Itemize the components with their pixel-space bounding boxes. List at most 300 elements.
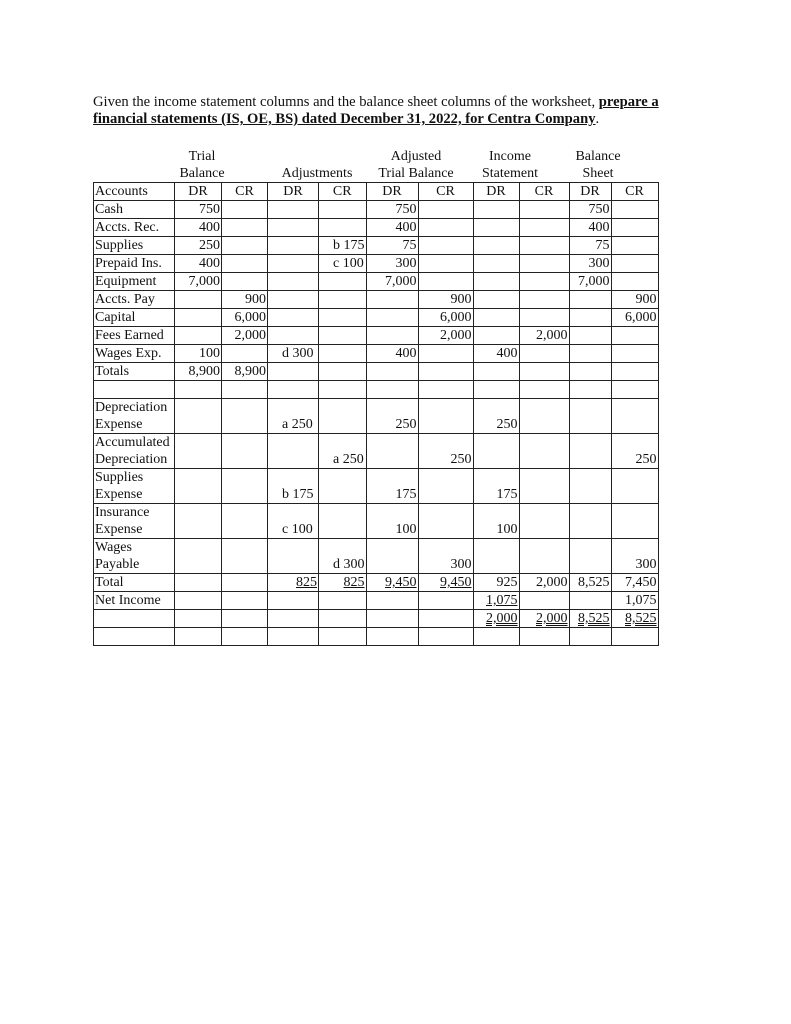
account-name [94, 610, 175, 628]
amount-cell [268, 273, 319, 291]
amount-cell [222, 237, 268, 255]
amount-cell [418, 219, 473, 237]
amount-value: d 300 [282, 346, 314, 361]
amount-cell [519, 539, 569, 574]
amount-cell [418, 237, 473, 255]
amount-cell [366, 628, 418, 646]
account-name [94, 363, 175, 381]
amount-cell [418, 539, 473, 574]
amount-cell [611, 592, 658, 610]
amount-value: 2,000 [536, 611, 568, 626]
account-label: Total [95, 575, 124, 590]
col-adj-cr: CR [319, 183, 367, 201]
amount-cell [473, 363, 519, 381]
amount-cell [418, 434, 473, 469]
amount-cell [611, 574, 658, 592]
account-name [94, 628, 175, 646]
amount-cell [611, 273, 658, 291]
amount-value: 7,000 [385, 274, 417, 289]
amount-cell [175, 469, 222, 504]
amount-value: 300 [635, 557, 657, 572]
amount-cell [268, 434, 319, 469]
amount-cell [268, 592, 319, 610]
header-income-statement: Income Statement [482, 149, 538, 181]
amount-cell [519, 381, 569, 399]
amount-cell [611, 291, 658, 309]
amount-value: 100 [496, 522, 518, 537]
account-name [94, 592, 175, 610]
amount-cell [611, 219, 658, 237]
amount-cell [473, 309, 519, 327]
amount-cell [473, 327, 519, 345]
amount-value: 300 [450, 557, 472, 572]
amount-cell [366, 469, 418, 504]
amount-cell [611, 504, 658, 539]
table-row [94, 399, 659, 434]
amount-value: b 175 [333, 238, 365, 253]
table-row [94, 381, 659, 399]
amount-cell [418, 381, 473, 399]
amount-cell [268, 628, 319, 646]
amount-value: 175 [496, 487, 518, 502]
amount-cell [611, 255, 658, 273]
amount-cell [611, 381, 658, 399]
amount-cell [319, 434, 367, 469]
col-is-cr: CR [519, 183, 569, 201]
amount-cell [268, 363, 319, 381]
amount-value: c 100 [333, 256, 364, 271]
amount-value: 9,450 [440, 575, 472, 590]
account-name [94, 237, 175, 255]
amount-cell [222, 469, 268, 504]
amount-cell [175, 201, 222, 219]
amount-cell [611, 237, 658, 255]
amount-cell [473, 237, 519, 255]
amount-cell [418, 363, 473, 381]
amount-cell [366, 309, 418, 327]
amount-value: 900 [245, 292, 266, 307]
amount-cell [268, 469, 319, 504]
table-row [94, 219, 659, 237]
amount-cell [366, 539, 418, 574]
amount-cell [519, 219, 569, 237]
amount-value: 7,450 [625, 575, 657, 590]
amount-cell [222, 592, 268, 610]
amount-cell [222, 201, 268, 219]
amount-value: 8,525 [578, 575, 610, 590]
amount-cell [519, 363, 569, 381]
amount-value: 2,000 [440, 328, 472, 343]
amount-cell [175, 628, 222, 646]
header-adjusted-trial-balance: Adjusted Trial Balance [378, 149, 454, 181]
amount-cell [569, 237, 611, 255]
amount-value: 75 [595, 238, 610, 253]
amount-value: 8,525 [625, 611, 657, 626]
table-row [94, 592, 659, 610]
table-row [94, 255, 659, 273]
amount-cell [366, 219, 418, 237]
account-label: Accts. Rec. [95, 220, 160, 235]
amount-value: 250 [395, 417, 417, 432]
amount-cell [418, 574, 473, 592]
amount-value: 1,075 [486, 593, 518, 608]
amount-cell [268, 219, 319, 237]
amount-cell [611, 201, 658, 219]
amount-cell [222, 381, 268, 399]
amount-value: 2,000 [536, 575, 568, 590]
account-label: Accts. Pay [95, 292, 155, 307]
amount-cell [222, 628, 268, 646]
instructions-text: Given the income statement columns and the balance sheet columns of the worksheet, [93, 94, 599, 110]
col-accounts: Accounts [94, 183, 175, 201]
table-row [94, 628, 659, 646]
amount-cell [222, 363, 268, 381]
account-label: Equipment [95, 274, 157, 289]
table-row [94, 434, 659, 469]
amount-value: 75 [402, 238, 417, 253]
account-label: Accumulated Depreciation [95, 435, 170, 467]
amount-value: b 175 [282, 487, 314, 502]
amount-cell [175, 574, 222, 592]
amount-cell [268, 504, 319, 539]
amount-cell [175, 309, 222, 327]
amount-cell [319, 574, 367, 592]
account-name [94, 434, 175, 469]
amount-cell [366, 345, 418, 363]
amount-cell [366, 574, 418, 592]
amount-cell [175, 399, 222, 434]
amount-cell [418, 291, 473, 309]
amount-cell [569, 345, 611, 363]
amount-cell [366, 291, 418, 309]
amount-value: 825 [343, 575, 365, 590]
amount-cell [175, 345, 222, 363]
amount-cell [319, 610, 367, 628]
amount-cell [366, 363, 418, 381]
amount-cell [418, 469, 473, 504]
amount-cell [319, 539, 367, 574]
table-row [94, 237, 659, 255]
amount-cell [569, 434, 611, 469]
amount-cell [569, 363, 611, 381]
amount-cell [611, 363, 658, 381]
amount-cell [473, 381, 519, 399]
amount-value: d 300 [333, 557, 365, 572]
account-label: Net Income [95, 593, 161, 608]
amount-cell [222, 574, 268, 592]
amount-cell [222, 539, 268, 574]
amount-value: 6,000 [440, 310, 472, 325]
amount-cell [319, 504, 367, 539]
account-label: Supplies [95, 238, 144, 253]
amount-cell [473, 273, 519, 291]
amount-cell [569, 469, 611, 504]
amount-cell [268, 539, 319, 574]
amount-cell [366, 327, 418, 345]
table-row [94, 504, 659, 539]
amount-cell [175, 327, 222, 345]
amount-cell [569, 504, 611, 539]
amount-cell [473, 291, 519, 309]
amount-value: 400 [395, 346, 417, 361]
amount-cell [519, 273, 569, 291]
amount-cell [569, 592, 611, 610]
amount-cell [611, 309, 658, 327]
header-trial: Trial Balance [179, 149, 225, 181]
amount-cell [473, 434, 519, 469]
account-label: Insurance Expense [95, 505, 150, 537]
amount-cell [175, 434, 222, 469]
amount-value: a 250 [282, 417, 313, 432]
amount-cell [569, 574, 611, 592]
amount-cell [175, 539, 222, 574]
amount-cell [569, 255, 611, 273]
amount-cell [175, 610, 222, 628]
amount-cell [473, 255, 519, 273]
amount-cell [319, 255, 367, 273]
amount-cell [473, 574, 519, 592]
amount-value: 1,075 [625, 593, 657, 608]
amount-cell [319, 469, 367, 504]
amount-value: 400 [199, 256, 220, 271]
header-balance-sheet: Balance Sheet [575, 149, 621, 181]
amount-cell [175, 381, 222, 399]
amount-cell [175, 255, 222, 273]
amount-cell [473, 469, 519, 504]
amount-cell [611, 399, 658, 434]
amount-cell [268, 574, 319, 592]
account-name [94, 345, 175, 363]
amount-cell [611, 628, 658, 646]
amount-cell [319, 291, 367, 309]
amount-cell [319, 381, 367, 399]
amount-cell [366, 381, 418, 399]
instructions-end: . [595, 111, 600, 127]
col-adj-dr: DR [268, 183, 319, 201]
amount-cell [611, 539, 658, 574]
amount-value: 400 [199, 220, 220, 235]
amount-cell [418, 309, 473, 327]
amount-cell [473, 201, 519, 219]
amount-cell [175, 219, 222, 237]
account-name [94, 219, 175, 237]
table-row [94, 327, 659, 345]
instructions-emphasis: prepare a financial statements (IS, OE, BS) dated December 31, 2022, for Centra Company [93, 94, 659, 127]
amount-value: 250 [199, 238, 220, 253]
amount-cell [519, 574, 569, 592]
amount-cell [175, 291, 222, 309]
amount-cell [319, 592, 367, 610]
account-label: Wages Payable [95, 540, 140, 572]
amount-cell [569, 201, 611, 219]
amount-value: 400 [395, 220, 417, 235]
amount-cell [222, 610, 268, 628]
amount-cell [366, 255, 418, 273]
amount-cell [473, 345, 519, 363]
amount-value: 250 [496, 417, 518, 432]
amount-cell [222, 219, 268, 237]
amount-cell [418, 628, 473, 646]
amount-cell [268, 345, 319, 363]
amount-cell [222, 309, 268, 327]
amount-cell [473, 610, 519, 628]
amount-cell [611, 434, 658, 469]
amount-value: 175 [395, 487, 417, 502]
amount-cell [473, 628, 519, 646]
amount-cell [366, 399, 418, 434]
amount-value: 2,000 [486, 611, 518, 626]
amount-cell [319, 201, 367, 219]
col-is-dr: DR [473, 183, 519, 201]
amount-cell [418, 201, 473, 219]
account-label: Depreciation Expense [95, 400, 168, 432]
amount-cell [222, 345, 268, 363]
account-label: Wages Exp. [95, 346, 162, 361]
amount-cell [222, 399, 268, 434]
amount-cell [519, 434, 569, 469]
account-name [94, 309, 175, 327]
amount-cell [222, 434, 268, 469]
amount-cell [519, 237, 569, 255]
table-row [94, 273, 659, 291]
amount-cell [175, 273, 222, 291]
amount-cell [519, 504, 569, 539]
header-adjustments: Adjustments [281, 166, 353, 181]
amount-cell [366, 273, 418, 291]
amount-cell [175, 592, 222, 610]
amount-cell [569, 610, 611, 628]
amount-cell [418, 255, 473, 273]
amount-cell [473, 539, 519, 574]
col-tb-cr: CR [222, 183, 268, 201]
amount-value: 8,900 [188, 364, 220, 379]
amount-cell [473, 399, 519, 434]
amount-cell [222, 255, 268, 273]
table-row [94, 574, 659, 592]
table-row [94, 363, 659, 381]
amount-value: 2,000 [536, 328, 568, 343]
amount-cell [473, 592, 519, 610]
amount-value: 9,450 [385, 575, 417, 590]
col-bs-dr: DR [569, 183, 611, 201]
account-name [94, 399, 175, 434]
amount-cell [473, 219, 519, 237]
amount-cell [611, 345, 658, 363]
amount-value: 750 [588, 202, 610, 217]
account-name [94, 539, 175, 574]
amount-cell [268, 610, 319, 628]
amount-cell [569, 381, 611, 399]
amount-value: c 100 [282, 522, 313, 537]
amount-value: a 250 [333, 452, 364, 467]
amount-value: 6,000 [625, 310, 657, 325]
amount-cell [519, 309, 569, 327]
amount-value: 6,000 [234, 310, 266, 325]
amount-value: 825 [296, 575, 317, 590]
amount-value: 100 [395, 522, 417, 537]
account-name [94, 381, 175, 399]
account-label: Supplies Expense [95, 470, 144, 502]
account-name [94, 504, 175, 539]
table-row [94, 345, 659, 363]
account-name [94, 255, 175, 273]
col-tb-dr: DR [175, 183, 222, 201]
amount-cell [519, 201, 569, 219]
amount-cell [268, 309, 319, 327]
amount-cell [366, 201, 418, 219]
table-row [94, 469, 659, 504]
amount-value: 2,000 [234, 328, 266, 343]
col-atb-dr: DR [366, 183, 418, 201]
amount-value: 400 [588, 220, 610, 235]
amount-cell [473, 504, 519, 539]
amount-cell [519, 469, 569, 504]
account-label: Cash [95, 202, 123, 217]
account-label: Capital [95, 310, 136, 325]
amount-cell [569, 628, 611, 646]
amount-value: 7,000 [578, 274, 610, 289]
amount-cell [319, 237, 367, 255]
account-label: Prepaid Ins. [95, 256, 162, 271]
amount-cell [268, 237, 319, 255]
account-name [94, 273, 175, 291]
amount-cell [418, 345, 473, 363]
amount-cell [319, 363, 367, 381]
amount-cell [175, 504, 222, 539]
account-name [94, 574, 175, 592]
account-name [94, 327, 175, 345]
amount-cell [268, 201, 319, 219]
table-row [94, 309, 659, 327]
amount-value: 300 [588, 256, 610, 271]
amount-value: 7,000 [188, 274, 220, 289]
amount-cell [519, 628, 569, 646]
amount-cell [319, 628, 367, 646]
amount-cell [319, 219, 367, 237]
amount-cell [222, 273, 268, 291]
amount-cell [319, 273, 367, 291]
amount-value: 750 [395, 202, 417, 217]
amount-cell [366, 434, 418, 469]
column-header-row [94, 183, 659, 201]
account-name [94, 469, 175, 504]
table-row [94, 610, 659, 628]
table-row [94, 539, 659, 574]
amount-value: 900 [450, 292, 472, 307]
table-row [94, 201, 659, 219]
account-label: Fees Earned [95, 328, 164, 343]
amount-cell [319, 327, 367, 345]
amount-cell [418, 399, 473, 434]
amount-cell [519, 327, 569, 345]
amount-cell [418, 504, 473, 539]
amount-cell [319, 399, 367, 434]
instructions [93, 94, 703, 128]
amount-cell [366, 610, 418, 628]
amount-value: 250 [635, 452, 657, 467]
amount-cell [611, 327, 658, 345]
amount-cell [366, 237, 418, 255]
amount-cell [268, 327, 319, 345]
amount-cell [222, 504, 268, 539]
amount-cell [222, 327, 268, 345]
amount-cell [268, 399, 319, 434]
amount-cell [519, 610, 569, 628]
amount-cell [366, 504, 418, 539]
amount-cell [611, 610, 658, 628]
amount-value: 900 [635, 292, 657, 307]
amount-cell [519, 291, 569, 309]
